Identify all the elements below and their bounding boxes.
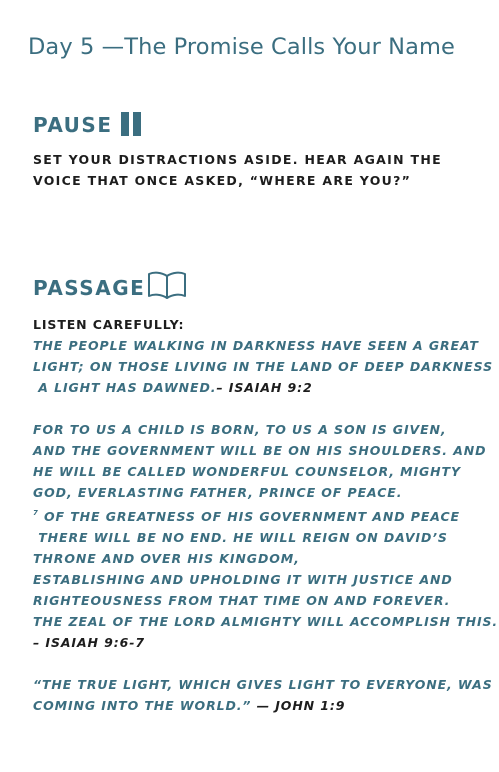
verse-line: FOR TO US A CHILD IS BORN, TO US A SON IS GIVEN,	[33, 422, 447, 437]
verse-line	[33, 503, 498, 527]
verse-text: A LIGHT HAS DAWNED.	[33, 380, 217, 395]
pause-icon	[121, 112, 141, 136]
scripture-reference: — JOHN 1:9	[251, 698, 346, 713]
verse-line: THE ZEAL OF THE LORD ALMIGHTY WILL ACCOMPLISH THIS.	[33, 614, 499, 629]
passage-heading-label: PASSAGE	[33, 276, 146, 300]
verse-line: THERE WILL BE NO END. HE WILL REIGN ON DAVID’S	[33, 530, 448, 545]
verse-line: GOD, EVERLASTING FATHER, PRINCE OF PEACE.	[33, 485, 403, 500]
passage-intro: LISTEN CAREFULLY:	[33, 317, 185, 332]
scripture-reference: – ISAIAH 9:6-7	[33, 635, 145, 650]
pause-instructions	[33, 149, 442, 191]
verse-number: 7	[33, 509, 39, 517]
spacer	[33, 398, 498, 419]
verse-text: OF THE GREATNESS OF HIS GOVERNMENT AND PEACE	[38, 509, 460, 524]
verse-line: AND THE GOVERNMENT WILL BE ON HIS SHOULDERS. AND	[33, 443, 487, 458]
page-title: Day 5 —The Promise Calls Your Name	[28, 34, 455, 60]
pause-text-line: VOICE THAT ONCE ASKED, “WHERE ARE YOU?”	[33, 173, 412, 188]
verse-line	[33, 695, 498, 716]
verse-line: ESTABLISHING AND UPHOLDING IT WITH JUSTICE AND	[33, 572, 453, 587]
verse-line: HE WILL BE CALLED WONDERFUL COUNSELOR, MIGHTY	[33, 464, 461, 479]
passage-heading	[33, 270, 187, 298]
verse-text: COMING INTO THE WORLD.”	[33, 698, 252, 713]
spacer	[33, 653, 498, 674]
verse-line: “THE TRUE LIGHT, WHICH GIVES LIGHT TO EVERYONE, WAS	[33, 677, 493, 692]
scripture-reference: – ISAIAH 9:2	[216, 380, 313, 395]
verse-line: THE PEOPLE WALKING IN DARKNESS HAVE SEEN A GREAT	[33, 338, 479, 353]
pause-text-line: SET YOUR DISTRACTIONS ASIDE. HEAR AGAIN THE	[33, 152, 442, 167]
passage-body	[33, 314, 498, 716]
verse-line: RIGHTEOUSNESS FROM THAT TIME ON AND FOREVER.	[33, 593, 451, 608]
pause-heading	[33, 112, 141, 135]
open-book-icon	[147, 270, 187, 300]
verse-line: THRONE AND OVER HIS KINGDOM,	[33, 551, 300, 566]
verse-line	[33, 377, 498, 398]
pause-heading-label: PAUSE	[33, 113, 113, 137]
verse-line: LIGHT; ON THOSE LIVING IN THE LAND OF DEEP DARKNESS	[33, 359, 493, 374]
